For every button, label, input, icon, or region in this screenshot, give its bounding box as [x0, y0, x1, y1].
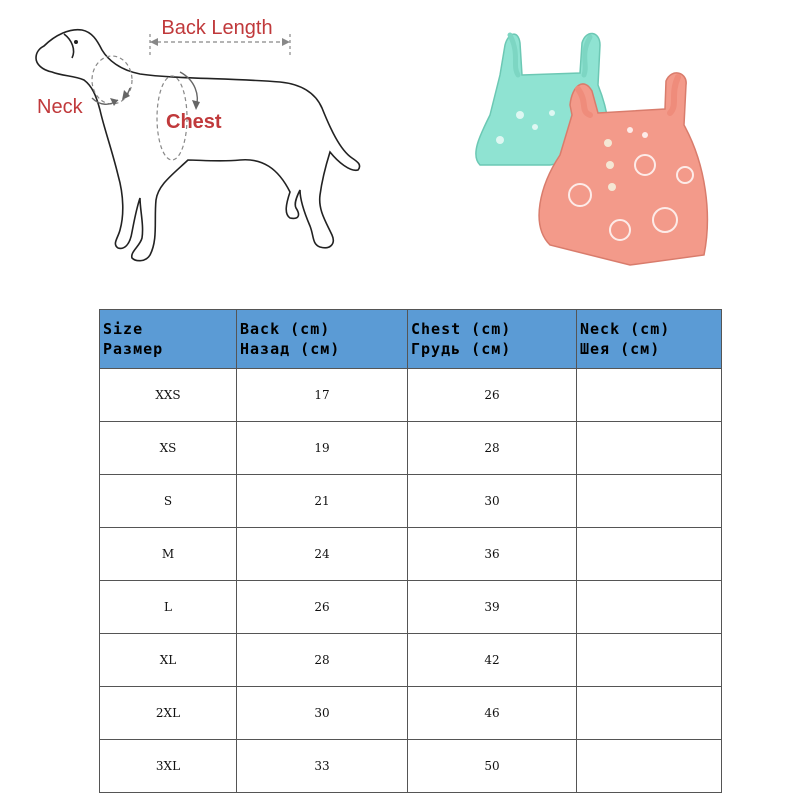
chest-cell: 39: [408, 581, 577, 634]
size-cell: M: [100, 528, 237, 581]
table-row: [100, 581, 722, 634]
table-header-row: [100, 310, 722, 369]
back-cell: 19: [237, 422, 408, 475]
table-row: [100, 369, 722, 422]
neck-cell: [577, 528, 722, 581]
dog-outline-icon: [0, 0, 400, 290]
table-row: [100, 528, 722, 581]
neck-cell: [577, 634, 722, 687]
back-cell: 17: [237, 369, 408, 422]
back-cell: 30: [237, 687, 408, 740]
back-cell: 28: [237, 634, 408, 687]
back-cell: 33: [237, 740, 408, 793]
header-label-en: Neck (cm): [580, 320, 671, 338]
size-cell: S: [100, 475, 237, 528]
header-label-ru: Шея (см): [580, 340, 661, 358]
header-size: [100, 310, 237, 369]
back-cell: 24: [237, 528, 408, 581]
neck-label: Neck: [37, 96, 83, 118]
back-cell: 26: [237, 581, 408, 634]
neck-cell: [577, 369, 722, 422]
header-chest: [408, 310, 577, 369]
size-cell: XXS: [100, 369, 237, 422]
chest-cell: 30: [408, 475, 577, 528]
back-cell: 21: [237, 475, 408, 528]
chest-cell: 50: [408, 740, 577, 793]
table-row: [100, 687, 722, 740]
size-cell: XS: [100, 422, 237, 475]
chest-cell: 28: [408, 422, 577, 475]
header-label-ru: Размер: [103, 340, 164, 358]
size-cell: XL: [100, 634, 237, 687]
size-cell: 3XL: [100, 740, 237, 793]
header-neck: [577, 310, 722, 369]
chest-cell: 46: [408, 687, 577, 740]
size-chart-table: [99, 309, 722, 793]
neck-cell: [577, 740, 722, 793]
product-photo: [460, 15, 730, 285]
header-label-en: Size: [103, 320, 144, 338]
header-label-en: Chest (cm): [411, 320, 512, 338]
chest-cell: 42: [408, 634, 577, 687]
neck-cell: [577, 687, 722, 740]
chest-label: Chest: [166, 111, 222, 133]
header-back: [237, 310, 408, 369]
header-label-ru: Грудь (см): [411, 340, 512, 358]
back-length-label: Back Length: [161, 17, 273, 39]
dog-measurement-diagram: [0, 0, 400, 290]
neck-cell: [577, 475, 722, 528]
chest-cell: 36: [408, 528, 577, 581]
header-label-en: Back (cm): [240, 320, 331, 338]
size-cell: 2XL: [100, 687, 237, 740]
chest-cell: 26: [408, 369, 577, 422]
neck-cell: [577, 422, 722, 475]
table-row: [100, 475, 722, 528]
table-row: [100, 422, 722, 475]
header-label-ru: Назад (см): [240, 340, 341, 358]
table-row: [100, 634, 722, 687]
pet-dress-photo-icon: [460, 15, 730, 285]
size-cell: L: [100, 581, 237, 634]
neck-cell: [577, 581, 722, 634]
table-row: [100, 740, 722, 793]
